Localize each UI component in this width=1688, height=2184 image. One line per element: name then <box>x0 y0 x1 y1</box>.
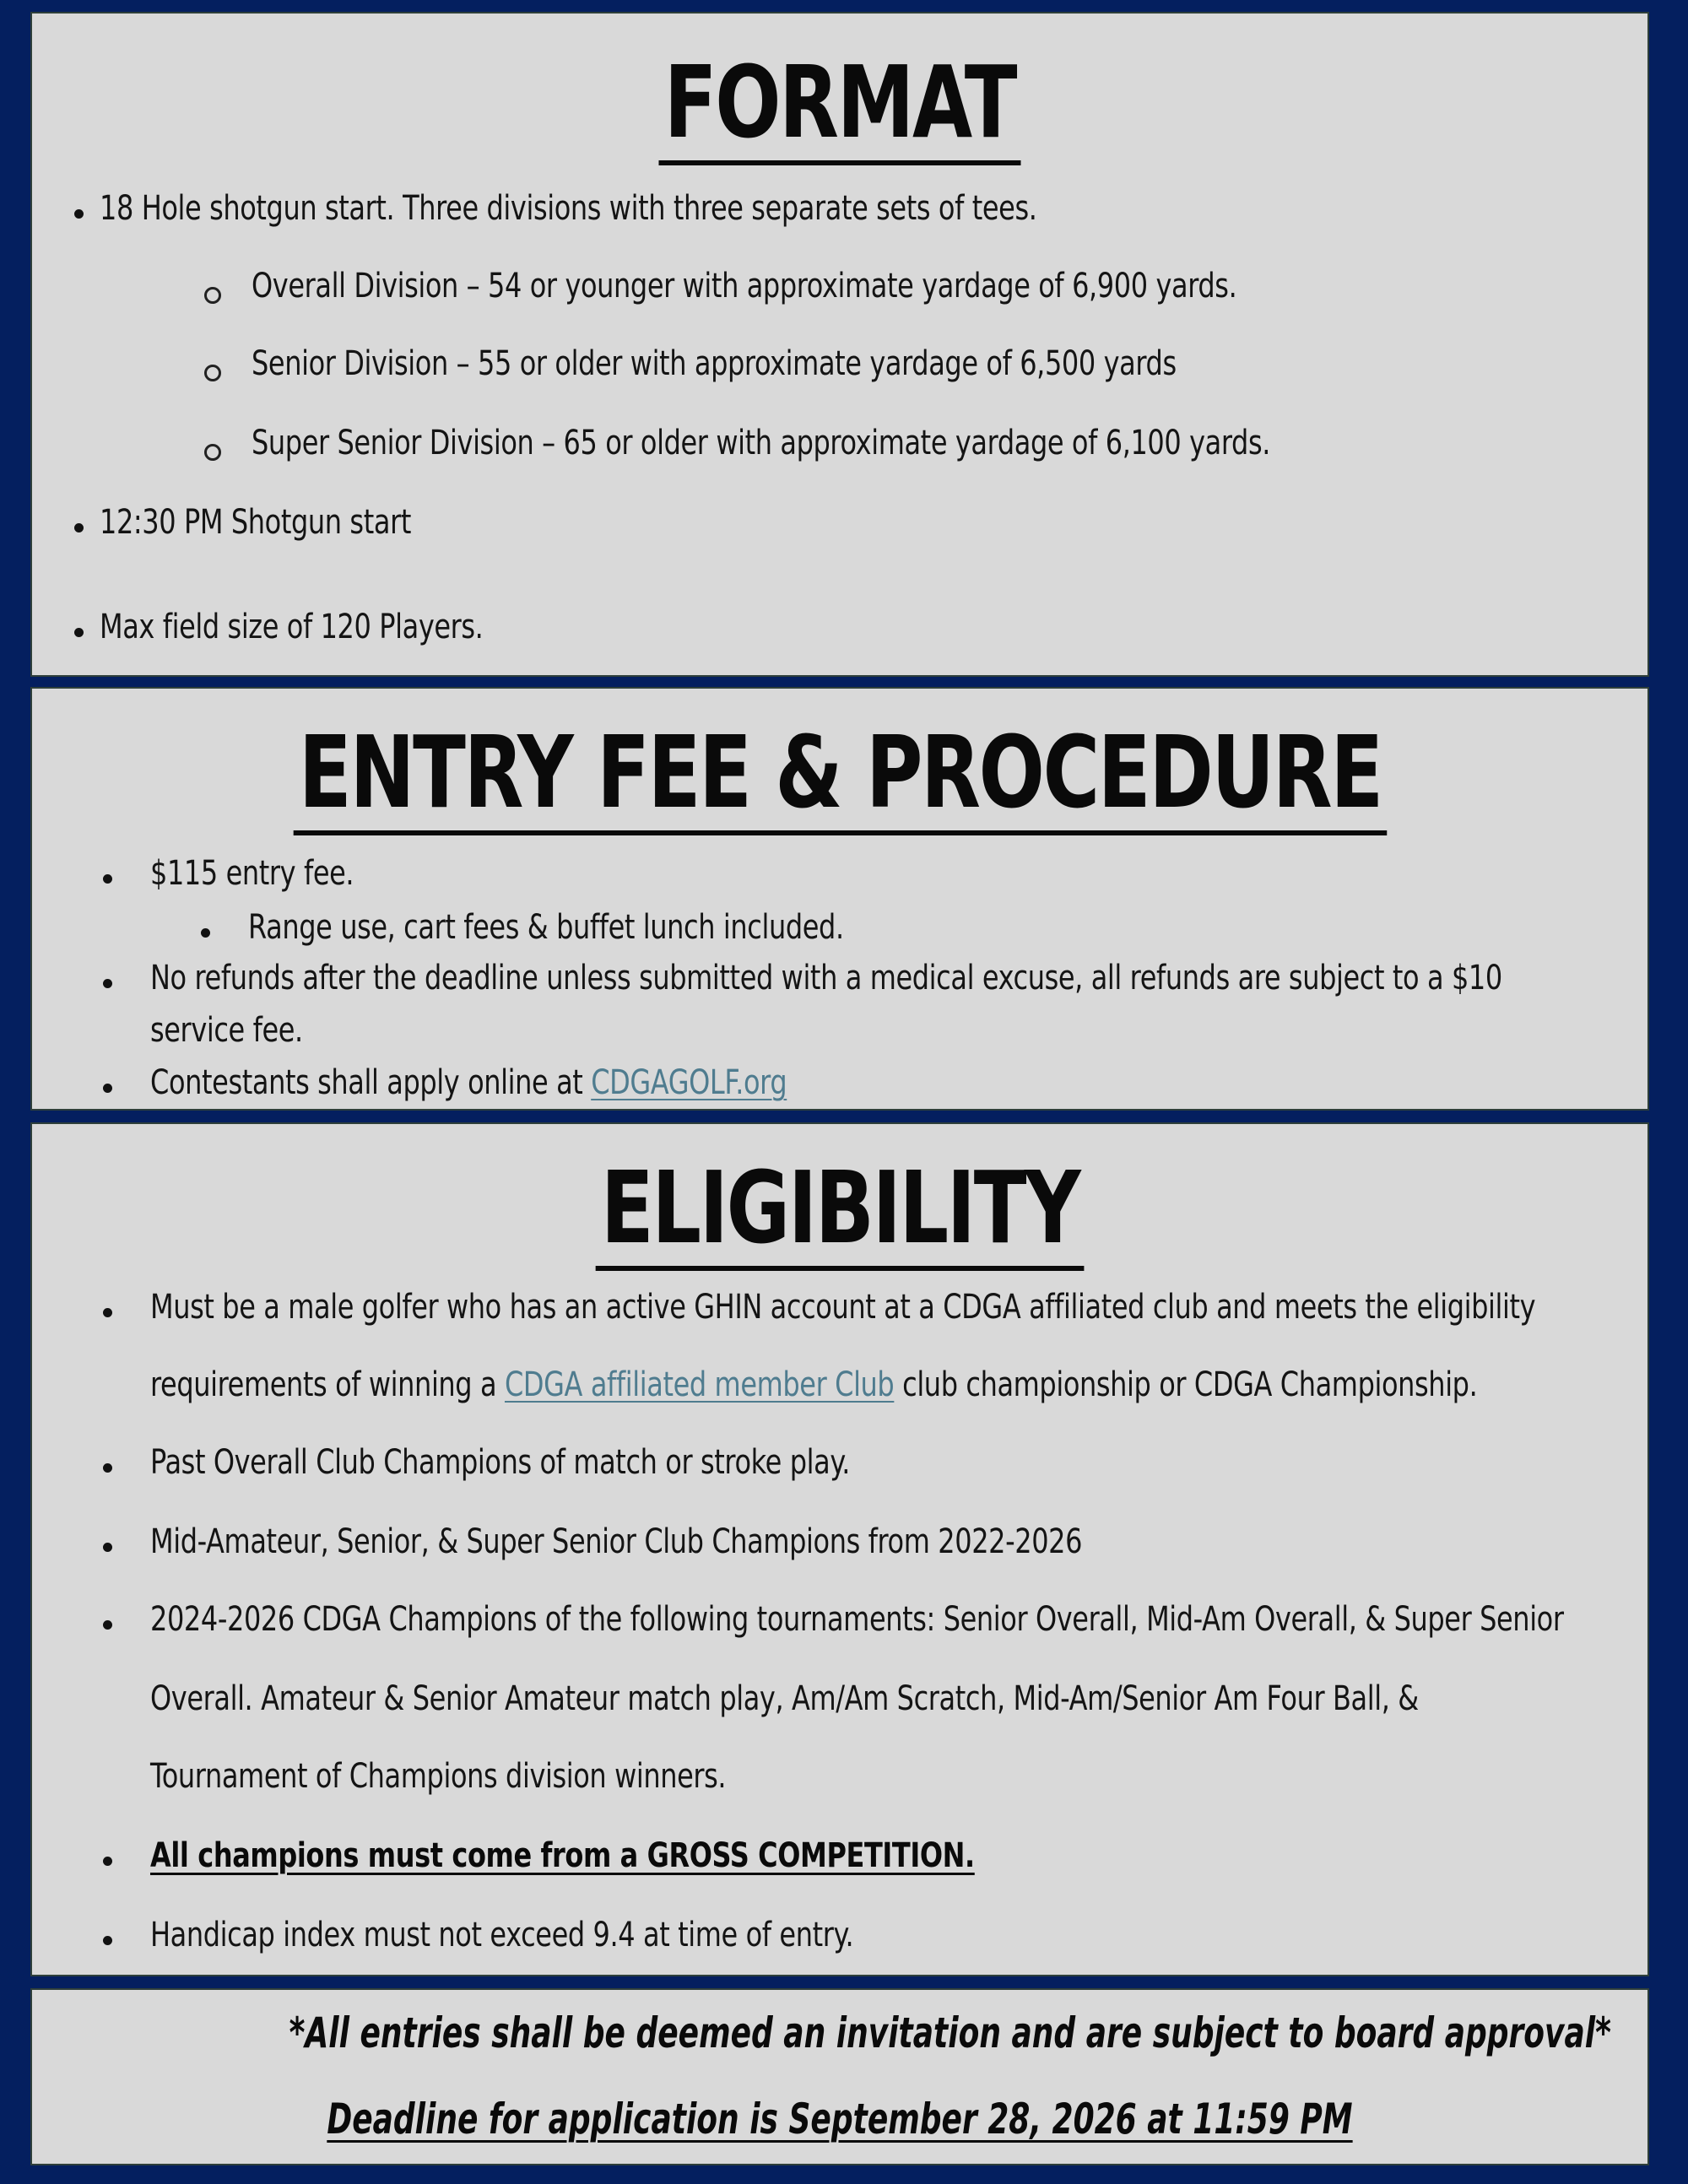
circle-bullet-icon <box>204 287 221 304</box>
format-heading: FORMAT <box>32 44 1647 165</box>
eligibility-heading: ELIGIBILITY <box>32 1149 1647 1271</box>
bullet-icon <box>103 1463 112 1473</box>
gross-competition-note: All champions must come from a GROSS COMPETITION. <box>150 1836 975 1875</box>
circle-bullet-icon <box>204 444 221 461</box>
eligibility-item2: Past Overall Club Champions of match or stroke play. <box>150 1443 851 1482</box>
refund-policy-line1: No refunds after the deadline unless submitted with a medical excuse, all refunds are subject to a $10 <box>150 959 1502 997</box>
bullet-icon <box>103 874 112 884</box>
cdga-member-club-link[interactable]: CDGA affiliated member Club <box>504 1365 895 1404</box>
eligibility-item6: Handicap index must not exceed 9.4 at time of entry. <box>150 1916 854 1954</box>
eligibility-item3: Mid-Amateur, Senior, & Super Senior Club Champions from 2022-2026 <box>150 1522 1083 1561</box>
division-overall: Overall Division – 54 or younger with approximate yardage of 6,900 yards. <box>252 267 1237 305</box>
format-section <box>30 12 1649 677</box>
refund-policy-line2: service fee. <box>150 1011 303 1050</box>
bullet-icon <box>74 628 84 637</box>
invitation-notice: *All entries shall be deemed an invitation and are subject to board approval* <box>289 2008 1611 2057</box>
eligibility-item4-line3: Tournament of Champions division winners. <box>150 1757 727 1796</box>
bullet-icon <box>103 1084 112 1093</box>
format-item-start-time: 12:30 PM Shotgun start <box>100 503 411 542</box>
deadline-notice: Deadline for application is September 28, 2026 at 11:59 PM <box>327 2095 1353 2143</box>
entry-fee-amount: $115 entry fee. <box>150 854 354 893</box>
bullet-icon <box>74 209 84 219</box>
bullet-icon <box>103 1936 112 1945</box>
format-item-field-size: Max field size of 120 Players. <box>100 608 484 646</box>
eligibility-item1-line2: requirements of winning a CDGA affiliated member Club club championship or CDGA Championship. <box>150 1365 1478 1404</box>
footer-notice-section <box>30 1988 1649 2165</box>
entry-fee-includes: Range use, cart fees & buffet lunch included. <box>248 908 844 947</box>
eligibility-item4-line1: 2024-2026 CDGA Champions of the following tournaments: Senior Overall, Mid-Am Overall, & Super Senior <box>150 1600 1564 1639</box>
bullet-icon <box>103 1543 112 1552</box>
bullet-icon <box>103 1308 112 1317</box>
division-super-senior: Super Senior Division – 65 or older with approximate yardage of 6,100 yards. <box>252 424 1271 462</box>
division-senior: Senior Division – 55 or older with approximate yardage of 6,500 yards <box>252 344 1177 383</box>
bullet-icon <box>201 928 210 938</box>
bullet-icon <box>74 523 84 532</box>
bullet-icon <box>103 979 112 988</box>
bullet-icon <box>103 1620 112 1630</box>
eligibility-item4-line2: Overall. Amateur & Senior Amateur match play, Am/Am Scratch, Mid-Am/Senior Am Four Ball, & <box>150 1679 1419 1718</box>
entry-fee-section <box>30 687 1649 1111</box>
entry-fee-heading: ENTRY FEE & PROCEDURE <box>32 714 1647 835</box>
eligibility-section <box>30 1122 1649 1976</box>
eligibility-item1-line1: Must be a male golfer who has an active GHIN account at a CDGA affiliated club and meets the eligibility <box>150 1288 1536 1327</box>
apply-online-text: Contestants shall apply online at CDGAGOLF.org <box>150 1063 787 1102</box>
circle-bullet-icon <box>204 365 221 381</box>
cdgagolf-link[interactable]: CDGAGOLF.org <box>591 1063 787 1102</box>
bullet-icon <box>103 1857 112 1866</box>
format-item-shotgun: 18 Hole shotgun start. Three divisions with three separate sets of tees. <box>100 189 1037 228</box>
